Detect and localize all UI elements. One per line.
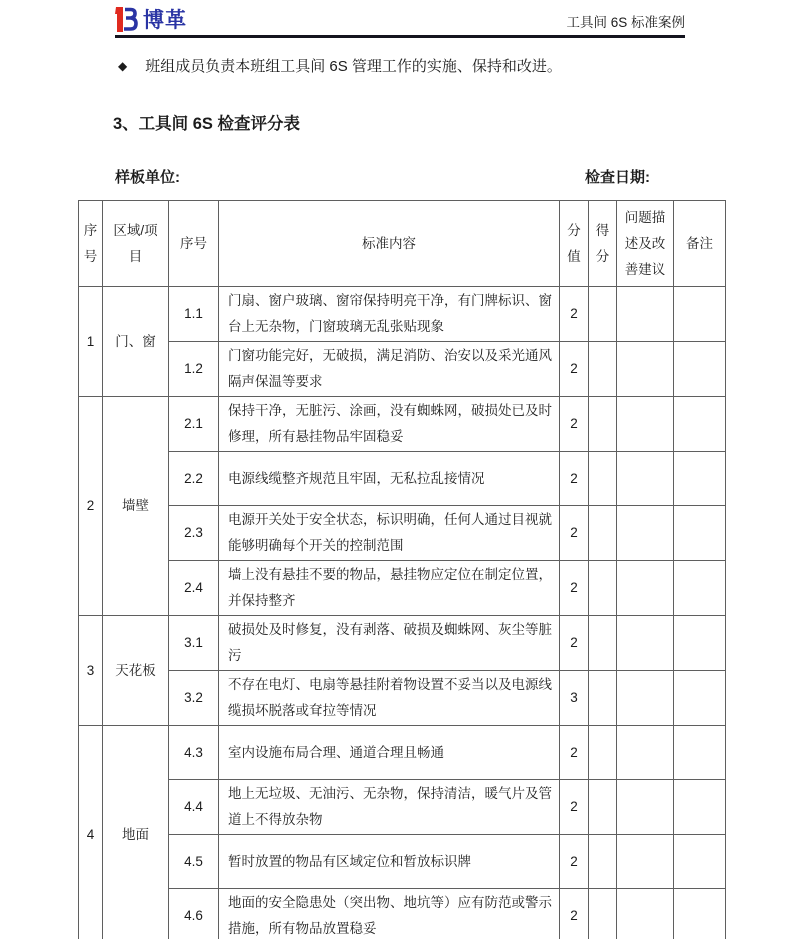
remark-cell [674,342,726,397]
standard-content-cell: 室内设施布局合理、通道合理且畅通 [219,726,560,780]
table-row [79,452,726,506]
problem-cell [617,889,674,939]
score-obtained-cell [589,889,617,939]
standard-content-cell: 不存在电灯、电扇等悬挂附着物设置不妥当以及电源线缆损坏脱落或耷拉等情况 [219,671,560,726]
standard-content-cell: 地上无垃圾、无油污、无杂物，保持清洁，暖气片及管道上不得放杂物 [219,780,560,835]
score-value-cell: 2 [560,287,589,342]
problem-cell [617,452,674,506]
score-value-cell: 2 [560,889,589,939]
sample-unit-label: 样板单位: [115,169,180,186]
score-value-cell: 2 [560,616,589,671]
score-obtained-cell [589,561,617,616]
item-no-cell: 4.6 [169,889,219,939]
problem-cell [617,780,674,835]
problem-cell [617,835,674,889]
table-row [79,561,726,616]
item-no-cell: 3.1 [169,616,219,671]
check-date-label: 检查日期: [585,169,650,186]
table-row [79,835,726,889]
problem-cell [617,287,674,342]
standard-content-cell: 电源开关处于安全状态，标识明确，任何人通过目视就能够明确每个开关的控制范围 [219,506,560,561]
logo-text: 博革 [143,9,187,32]
score-obtained-cell [589,616,617,671]
remark-cell [674,780,726,835]
item-no-cell: 1.1 [169,287,219,342]
problem-cell [617,561,674,616]
section-title: 3、工具间 6S 检查评分表 [113,115,301,133]
remark-cell [674,561,726,616]
area-cell: 门、窗 [103,287,169,397]
remark-cell [674,616,726,671]
group-no-cell: 4 [79,726,103,939]
group-no-cell: 3 [79,616,103,726]
problem-cell [617,726,674,780]
standard-content-cell: 电源线缆整齐规范且牢固，无私拉乱接情况 [219,452,560,506]
item-no-cell: 2.2 [169,452,219,506]
col-header-problem: 问题描述及改善建议 [617,201,674,287]
standard-content-cell: 破损处及时修复，没有剥落、破损及蜘蛛网、灰尘等脏污 [219,616,560,671]
table-row [79,726,726,780]
item-no-cell: 2.1 [169,397,219,452]
remark-cell [674,835,726,889]
score-value-cell: 2 [560,780,589,835]
area-cell: 地面 [103,726,169,939]
item-no-cell: 2.3 [169,506,219,561]
document-header-title: 工具间 6S 标准案例 [566,15,685,30]
standard-content-cell: 墙上没有悬挂不要的物品，悬挂物应定位在制定位置，并保持整齐 [219,561,560,616]
diamond-bullet-icon: ◆ [118,59,128,73]
score-value-cell: 3 [560,671,589,726]
score-value-cell: 2 [560,835,589,889]
problem-cell [617,671,674,726]
score-obtained-cell [589,726,617,780]
remark-cell [674,671,726,726]
score-obtained-cell [589,780,617,835]
table-row [79,671,726,726]
problem-cell [617,506,674,561]
table-row [79,506,726,561]
intro-bullet-text: 班组成员负责本班组工具间 6S 管理工作的实施、保持和改进。 [145,58,562,75]
score-value-cell: 2 [560,342,589,397]
remark-cell [674,726,726,780]
problem-cell [617,397,674,452]
col-header-subseq: 序号 [169,201,219,287]
table-row [79,616,726,671]
header-divider [115,35,685,38]
table-row [79,342,726,397]
score-obtained-cell [589,342,617,397]
item-no-cell: 3.2 [169,671,219,726]
table-row [79,397,726,452]
score-value-cell: 2 [560,561,589,616]
score-obtained-cell [589,671,617,726]
problem-cell [617,342,674,397]
score-value-cell: 2 [560,452,589,506]
standard-content-cell: 保持干净，无脏污、涂画，没有蜘蛛网，破损处已及时修理，所有悬挂物品牢固稳妥 [219,397,560,452]
standard-content-cell: 门窗功能完好，无破损，满足消防、治安以及采光通风隔声保温等要求 [219,342,560,397]
group-no-cell: 2 [79,397,103,616]
table-header-row [79,201,726,287]
item-no-cell: 4.4 [169,780,219,835]
score-obtained-cell [589,287,617,342]
score-value-cell: 2 [560,506,589,561]
remark-cell [674,397,726,452]
remark-cell [674,506,726,561]
score-obtained-cell [589,452,617,506]
col-header-seq: 序号 [79,201,103,287]
col-header-remark: 备注 [674,201,726,287]
area-cell: 天花板 [103,616,169,726]
item-no-cell: 1.2 [169,342,219,397]
intro-bullet-line [118,55,562,76]
col-header-area: 区域/项目 [103,201,169,287]
score-obtained-cell [589,397,617,452]
remark-cell [674,452,726,506]
standard-content-cell: 门扇、窗户玻璃、窗帘保持明亮干净，有门牌标识、窗台上无杂物，门窗玻璃无乱张贴现象 [219,287,560,342]
item-no-cell: 4.3 [169,726,219,780]
group-no-cell: 1 [79,287,103,397]
table-row [79,889,726,939]
standard-content-cell: 暂时放置的物品有区域定位和暂放标识牌 [219,835,560,889]
area-cell: 墙壁 [103,397,169,616]
col-header-score: 分值 [560,201,589,287]
remark-cell [674,287,726,342]
col-header-content: 标准内容 [219,201,560,287]
inspection-score-table [78,200,726,939]
remark-cell [674,889,726,939]
item-no-cell: 4.5 [169,835,219,889]
problem-cell [617,616,674,671]
standard-content-cell: 地面的安全隐患处（突出物、地坑等）应有防范或警示措施，所有物品放置稳妥 [219,889,560,939]
table-row [79,287,726,342]
score-value-cell: 2 [560,397,589,452]
table-row [79,780,726,835]
score-obtained-cell [589,835,617,889]
score-value-cell: 2 [560,726,589,780]
score-obtained-cell [589,506,617,561]
item-no-cell: 2.4 [169,561,219,616]
col-header-got: 得分 [589,201,617,287]
